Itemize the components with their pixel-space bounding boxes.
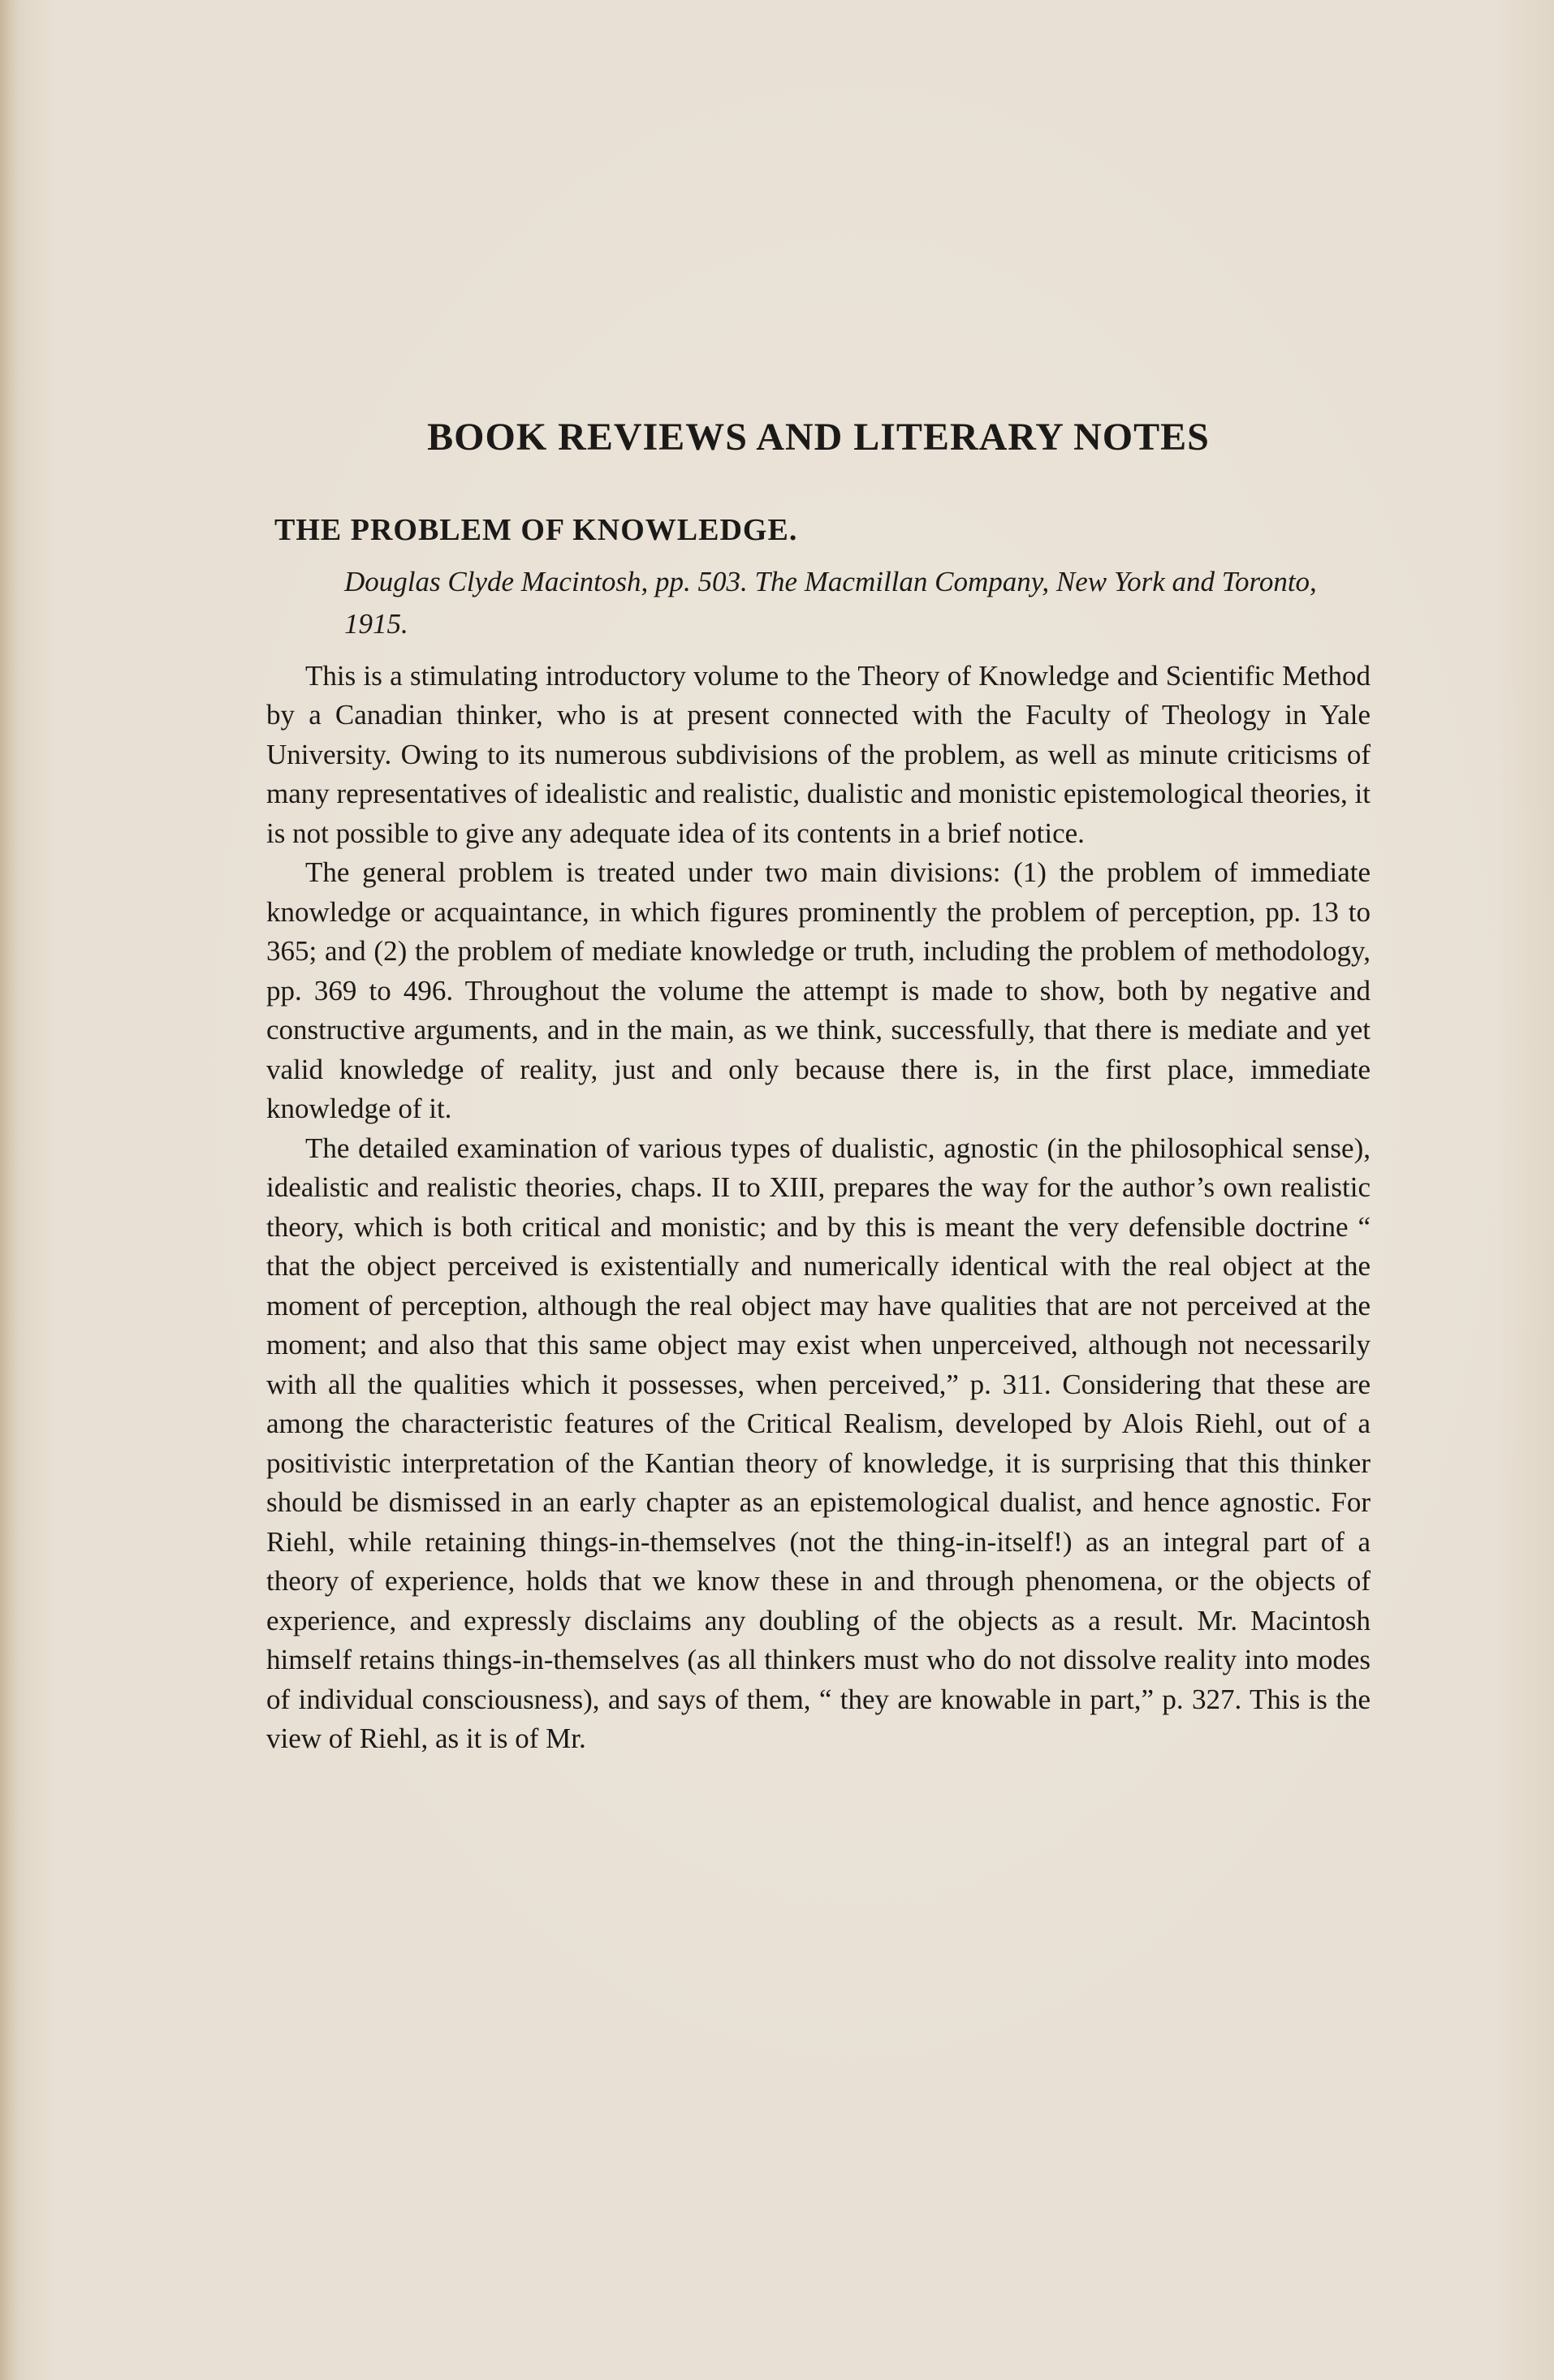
page-content [266,414,1371,1759]
section-heading: BOOK REVIEWS AND LITERARY NOTES [427,416,1210,459]
review-paragraph-1: This is a stimulating introductory volume to the Theory of Knowledge and Scientific Method by a Canadian thinker, who is at present connected with the Faculty of Theology in Yale University. Owing to its numerous subdivisions of the problem, as well as minute criticisms of many representatives of idealistic and realistic, dualistic and monistic epistemological theories, it is not possible to give any adequate idea of its contents in a brief notice. [266,659,1371,849]
page-gutter-shadow [0,0,18,2380]
review-citation: Douglas Clyde Macintosh, pp. 503. The Macmillan Company, New York and Toronto, 1915. [344,566,1317,640]
review-paragraph-3: The detailed examination of various types of dualistic, agnostic (in the philosophical sense), idealistic and realistic theories, chaps. II to XIII, prepares the way for the author’s own realistic theory, which is both critical and monistic; and by this is meant the very defensible doctrine “ that the object perceived is existentially and numerically identical with the real object at the moment of perception, although the real object may have qualities that are not perceived at the moment; and also that this same object may exist when unperceived, although not necessarily with all the qualities which it possesses, when perceived,” p. 311. Considering that these are among the characteristic features of the Critical Realism, developed by Alois Riehl, out of a positivistic interpretation of the Kantian theory of knowledge, it is surprising that this thinker should be dismissed in an early chapter as an epistemological dualist, and hence agnostic. For Riehl, while retaining things-in-themselves (not the thing-in-itself!) as an integral part of a theory of experience, holds that we know these in and through phenomena, or the objects of experience, and expressly disclaims any doubling of the objects as a result. Mr. Macintosh himself retains things-in-themselves (as all thinkers must who do not dissolve reality into modes of individual consciousness), and says of them, “ they are knowable in part,” p. 327. This is the view of Riehl, as it is of Mr. [266,1132,1371,1755]
review-title: THE PROBLEM OF KNOWLEDGE. [274,512,798,547]
review-paragraph-2: The general problem is treated under two main divisions: (1) the problem of immediate knowledge or acquaintance, in which figures prominently the problem of perception, pp. 13 to 365; and (2) the problem of mediate knowledge or truth, including the problem of methodology, pp. 369 to 496. Throughout the volume the attempt is made to show, both by negative and constructive arguments, and in the main, as we think, successfully, that there is mediate and yet valid knowledge of reality, just and only because there is, in the first place, immediate knowledge of it. [266,856,1371,1125]
